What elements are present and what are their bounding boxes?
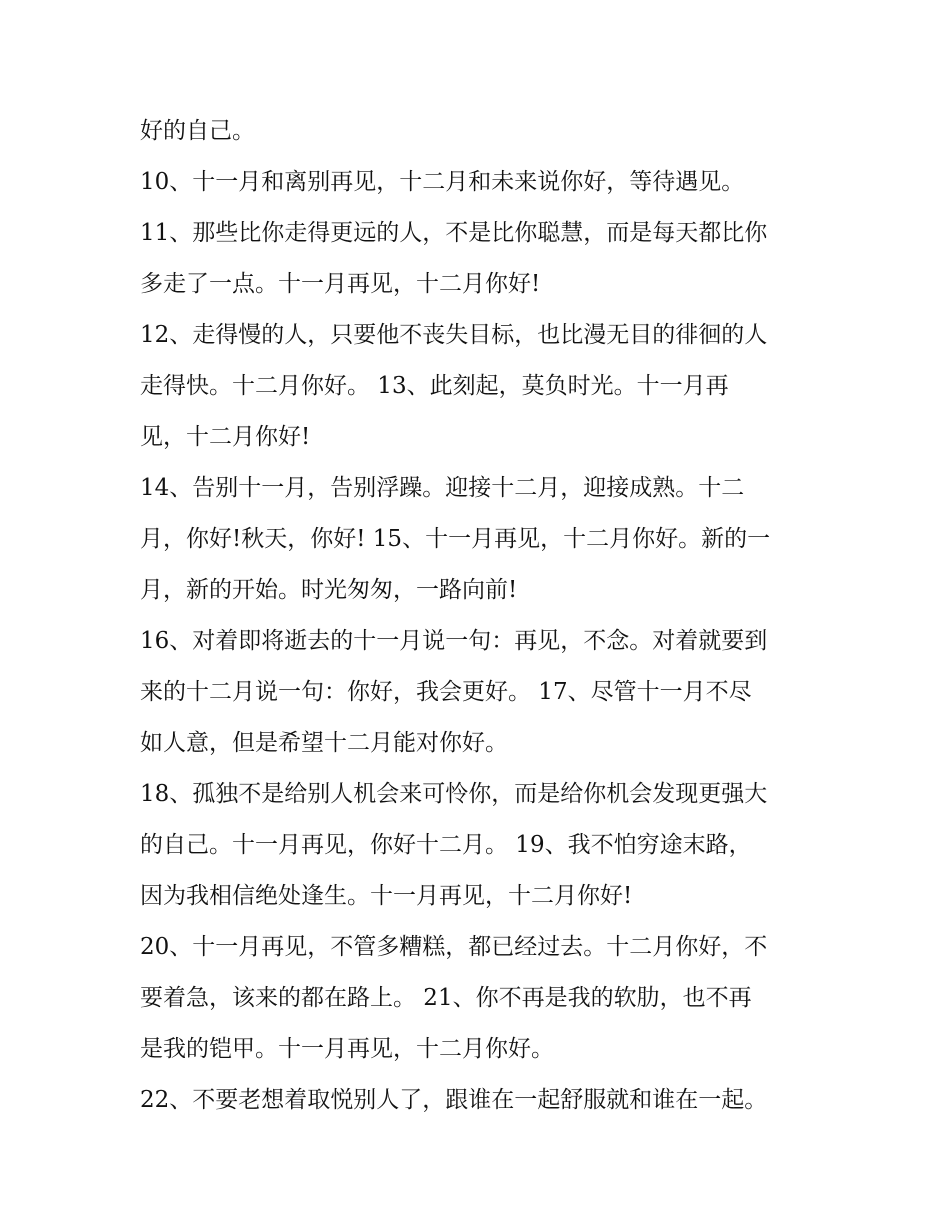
text-line: 11、那些比你走得更远的人，不是比你聪慧，而是每天都比你	[140, 220, 768, 246]
text-line: 要着急，该来的都在路上。 21、你不再是我的软肋，也不再	[140, 985, 752, 1011]
text-line: 的自己。十一月再见，你好十二月。 19、我不怕穷途末路，	[140, 832, 752, 858]
text-line: 22、不要老想着取悦别人了，跟谁在一起舒服就和谁在一起。	[140, 1087, 768, 1113]
text-line: 16、对着即将逝去的十一月说一句：再见，不念。对着就要到	[140, 628, 768, 654]
text-line: 18、孤独不是给别人机会来可怜你，而是给你机会发现更强大	[140, 781, 768, 807]
document-body	[140, 106, 820, 1126]
text-line: 12、走得慢的人，只要他不丧失目标，也比漫无目的徘徊的人	[140, 322, 768, 348]
text-line: 20、十一月再见，不管多糟糕，都已经过去。十二月你好，不	[140, 934, 768, 960]
text-line: 如人意，但是希望十二月能对你好。	[140, 730, 508, 756]
text-line: 因为我相信绝处逢生。十一月再见，十二月你好!	[140, 883, 633, 909]
text-line: 见，十二月你好!	[140, 424, 311, 450]
text-line: 10、十一月和离别再见，十二月和未来说你好，等待遇见。	[140, 169, 745, 195]
text-line: 多走了一点。十一月再见，十二月你好!	[140, 271, 541, 297]
text-line: 来的十二月说一句：你好，我会更好。 17、尽管十一月不尽	[140, 679, 752, 705]
text-line: 月，你好!秋天，你好! 15、十一月再见，十二月你好。新的一	[140, 526, 771, 552]
text-line: 14、告别十一月，告别浮躁。迎接十二月，迎接成熟。十二	[140, 475, 745, 501]
text-line: 月，新的开始。时光匆匆，一路向前!	[140, 577, 518, 603]
text-line: 好的自己。	[140, 118, 255, 144]
text-line: 是我的铠甲。十一月再见，十二月你好。	[140, 1036, 554, 1062]
text-line: 走得快。十二月你好。 13、此刻起，莫负时光。十一月再	[140, 373, 729, 399]
